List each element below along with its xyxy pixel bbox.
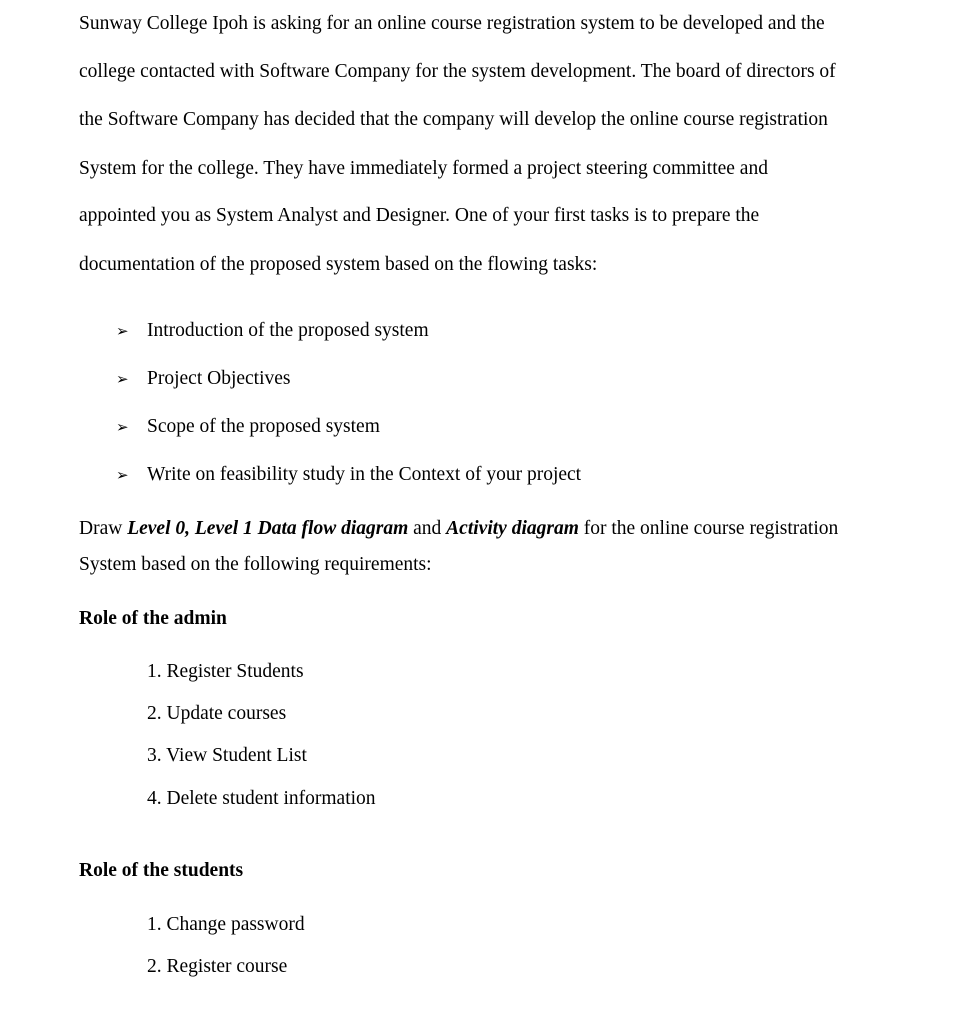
list-item — [116, 366, 291, 392]
intro-line: documentation of the proposed system based on the flowing tasks: — [79, 254, 598, 275]
and-word: and — [413, 518, 442, 539]
list-item — [116, 318, 429, 344]
list-item: 1. Change password — [147, 914, 305, 935]
list-item — [116, 462, 581, 488]
arrow-bullet-icon: ➢ — [116, 418, 129, 436]
list-item: 4. Delete student information — [147, 788, 376, 809]
list-item: 1. Register Students — [147, 661, 304, 682]
intro-line: System for the college. They have immediately formed a project steering committee and — [79, 158, 768, 179]
intro-line: college contacted with Software Company for the system development. The board of directors of — [79, 61, 836, 82]
draw-instruction-line — [79, 516, 838, 542]
dfd-emphasis: Level 0, Level 1 Data flow diagram — [127, 518, 409, 539]
intro-line: the Software Company has decided that the company will develop the online course registration — [79, 109, 828, 130]
list-item: 3. View Student List — [147, 745, 307, 766]
list-item-text: Project Objectives — [147, 368, 291, 389]
activity-diagram-emphasis: Activity diagram — [446, 518, 579, 539]
list-item: 2. Update courses — [147, 703, 287, 724]
draw-rest: for the online course registration — [583, 518, 839, 539]
list-item — [116, 414, 380, 440]
arrow-bullet-icon: ➢ — [116, 370, 129, 388]
list-item-text: Write on feasibility study in the Context of your project — [147, 464, 582, 485]
admin-role-heading: Role of the admin — [79, 608, 227, 629]
intro-line: Sunway College Ipoh is asking for an online course registration system to be developed and the — [79, 13, 825, 34]
intro-line: appointed you as System Analyst and Designer. One of your first tasks is to prepare the — [79, 205, 760, 226]
draw-instruction-line: System based on the following requirements: — [79, 554, 432, 575]
list-item: 2. Register course — [147, 956, 288, 977]
arrow-bullet-icon: ➢ — [116, 466, 129, 484]
arrow-bullet-icon: ➢ — [116, 322, 129, 340]
students-role-heading: Role of the students — [79, 860, 244, 881]
draw-word: Draw — [79, 518, 123, 539]
list-item-text: Scope of the proposed system — [147, 416, 380, 437]
list-item-text: Introduction of the proposed system — [147, 320, 429, 341]
